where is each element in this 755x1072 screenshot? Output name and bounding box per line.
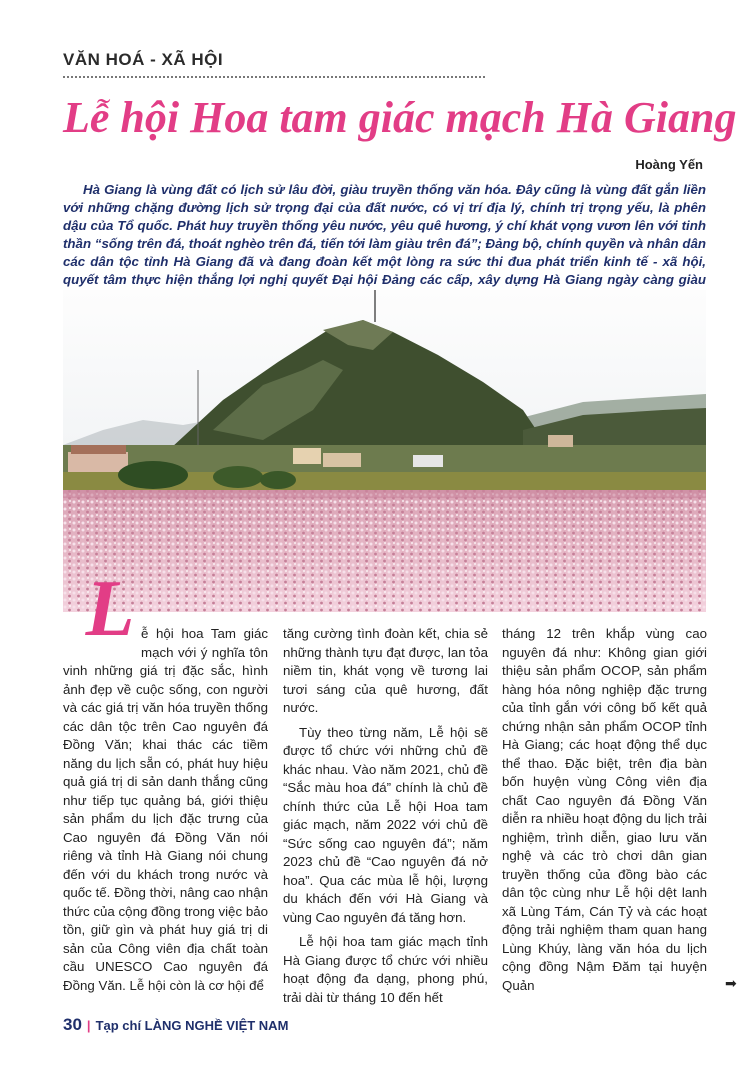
paragraph: Lễ hội hoa tam giác mạch tỉnh Hà Giang được tổ chức với nhiều hoạt động đa dạng, phong phú, trải dài từ tháng 10 đến hết [283,934,488,1005]
section-label: VĂN HOÁ - XÃ HỘI [63,50,224,69]
page-number: 30 [63,1015,82,1034]
article-lead: Hà Giang là vùng đất có lịch sử lâu đời, giàu truyền thống văn hóa. Đây cũng là vùng đất gắn liền với những chặng đường lịch sử trọng đại của đất nước, có vị trí địa lý, chính trị trọng yếu, là phên dậu của Tổ quốc. Phát huy truyền thống yêu nước, yêu quê hương, ý chí khát vọng vươn lên với tinh thần “sống trên đá, thoát nghèo trên đá, tiến tới làm giàu trên đá”; Đảng bộ, chính quyền và nhân dân các dân tộc tỉnh Hà Giang đã và đang đoàn kết một lòng ra sức thi đua phát triển kinh tế - xã hội, quyết tâm thực hiện thắng lợi nghị quyết Đại hội Đảng các cấp, xây dựng Hà Giang ngày càng giàu [63,182,706,287]
paragraph: tháng 12 trên khắp vùng cao nguyên đá như: Không gian giới thiệu sản phẩm OCOP, sản phẩm hàng hóa nông nghiệp đặc trưng của tỉnh gắn với công bố kết quả chứng nhận sản phẩm OCOP tỉnh Hà Giang; các hoạt động thể dục thể thao. Đặc biệt, trên địa bàn bốn huyện vùng Công viên địa chất Cao nguyên đá Đồng Văn diễn ra nhiều hoạt động du lịch trải nghiệm, trình diễn, giao lưu văn nghệ và các trò chơi dân gian truyền thống của đồng bào các dân tộc cùng như Lễ hội dệt lanh xã Lùng Tám, Cán Tỷ và các hoạt động trải nghiệm tham quan hang Lùng Khúy, làng văn hóa du lịch cộng đồng Nậm Đăm tại huyện Quản [502,626,707,993]
magazine-name: Tạp chí LÀNG NGHỀ VIỆT NAM [95,1018,289,1033]
paragraph: Tùy theo từng năm, Lễ hội sẽ được tổ chức với những chủ đề khác nhau. Vào năm 2021, chủ đề “Sắc màu hoa đá” chính là chủ đề chính thức của Lễ hội Hoa tam giác mạch, năm 2022 với chủ đề “Sức sống cao nguyên đá”; năm 2023 chủ đề “Cao nguyên đá nở hoa”. Qua các mùa lễ hội, lượng du khách đến với Hà Giang và vùng Cao nguyên đá tăng hơn. [283,724,488,925]
dropcap-spacer [63,625,141,645]
paragraph: ễ hội hoa Tam giác mạch với ý nghĩa tôn vinh những giá trị đặc sắc, hình ảnh đẹp về cuộc sống, con người và các giá trị văn hóa truyền thống các dân tộc trên Cao nguyên đá Đồng Văn; khai thác các tiềm năng du lịch sẵn có, phát huy hiệu quả giá trị di sản danh thắng cũng như tiếp tục quảng bá, giới thiệu sản phẩm du lịch đặc trưng của Cao nguyên đá Đồng Văn nói riêng và tỉnh Hà Giang nói chung đến với du khách trong nước và quốc tế. Đồng thời, nâng cao nhận thức của cộng đồng trong việc bảo tồn, giữ gìn và phát huy giá trị di sản của Công viên địa chất toàn cầu UNESCO Cao nguyên đá Đồng Văn. Lễ hội còn là cơ hội để [63,626,268,993]
page-footer [63,1015,288,1035]
section-divider [63,76,485,78]
drop-cap: L [85,565,135,653]
article-author: Hoàng Yến [635,157,703,172]
buckwheat-field-photo [63,290,706,612]
arrow-right-icon: ➡ [725,975,737,991]
text-column-2 [283,625,488,1013]
text-column-1 [63,625,268,1001]
footer-separator: | [86,1018,91,1033]
paragraph: tăng cường tình đoàn kết, chia sẻ những thành tựu đạt được, lan tỏa niềm tin, khát vọng về tương lai tươi sáng của quê hương, đất nước. [283,626,488,715]
article-title: Lễ hội Hoa tam giác mạch Hà Giang [63,93,737,142]
text-column-3 [502,625,707,1001]
